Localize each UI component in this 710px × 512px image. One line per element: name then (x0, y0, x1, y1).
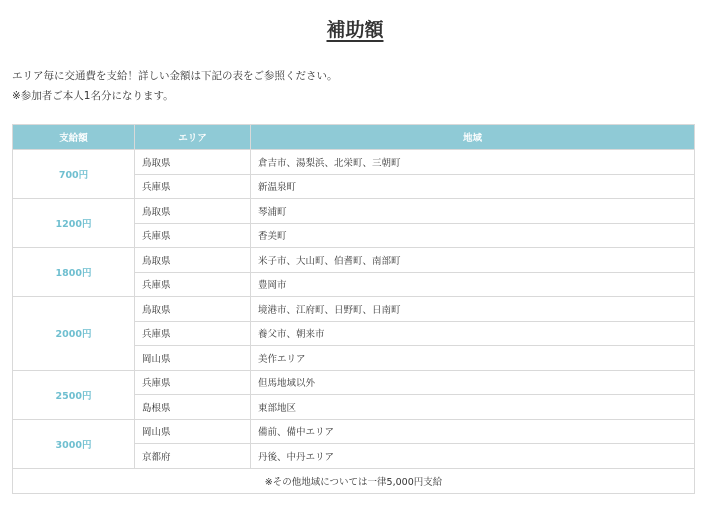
region-cell: 倉吉市、湯梨浜、北栄町、三朝町 (251, 150, 695, 175)
area-cell: 兵庫県 (135, 370, 251, 395)
amount-cell: 1800円 (13, 248, 135, 297)
header-area: エリア (135, 125, 251, 150)
region-cell: 豊岡市 (251, 272, 695, 297)
table-row (13, 297, 695, 322)
region-cell: 丹後、中丹エリア (251, 444, 695, 469)
region-cell: 但馬地域以外 (251, 370, 695, 395)
region-cell: 琴浦町 (251, 199, 695, 224)
area-cell: 岡山県 (135, 419, 251, 444)
area-cell: 京都府 (135, 444, 251, 469)
region-cell: 新温泉町 (251, 174, 695, 199)
table-row (13, 248, 695, 273)
area-cell: 島根県 (135, 395, 251, 420)
amount-cell: 3000円 (13, 419, 135, 468)
amount-cell: 700円 (13, 150, 135, 199)
area-cell: 兵庫県 (135, 321, 251, 346)
region-cell: 美作エリア (251, 346, 695, 371)
intro-line-1: エリア毎に交通費を支給！詳しい金額は下記の表をご参照ください。 (12, 70, 338, 82)
intro-text (12, 66, 338, 106)
area-cell: 岡山県 (135, 346, 251, 371)
subsidy-table (12, 124, 695, 494)
footnote-row (13, 468, 695, 493)
table-row (13, 199, 695, 224)
table-body (13, 150, 695, 494)
amount-cell: 2500円 (13, 370, 135, 419)
table-row (13, 150, 695, 175)
table-header-row (13, 125, 695, 150)
region-cell: 香美町 (251, 223, 695, 248)
region-cell: 境港市、江府町、日野町、日南町 (251, 297, 695, 322)
page-title (0, 15, 710, 42)
footnote-cell: ※その他地域については一律5,000円支給 (13, 468, 695, 493)
area-cell: 鳥取県 (135, 150, 251, 175)
region-cell: 養父市、朝来市 (251, 321, 695, 346)
area-cell: 鳥取県 (135, 199, 251, 224)
intro-line-2: ※参加者ご本人1名分になります。 (12, 90, 174, 102)
area-cell: 鳥取県 (135, 248, 251, 273)
page-title-text: 補助額 (326, 19, 384, 41)
amount-cell: 1200円 (13, 199, 135, 248)
area-cell: 兵庫県 (135, 223, 251, 248)
area-cell: 鳥取県 (135, 297, 251, 322)
area-cell: 兵庫県 (135, 272, 251, 297)
header-amount: 支給額 (13, 125, 135, 150)
header-region: 地域 (251, 125, 695, 150)
region-cell: 米子市、大山町、伯耆町、南部町 (251, 248, 695, 273)
area-cell: 兵庫県 (135, 174, 251, 199)
table-row (13, 370, 695, 395)
amount-cell: 2000円 (13, 297, 135, 371)
region-cell: 東部地区 (251, 395, 695, 420)
table-row (13, 419, 695, 444)
region-cell: 備前、備中エリア (251, 419, 695, 444)
